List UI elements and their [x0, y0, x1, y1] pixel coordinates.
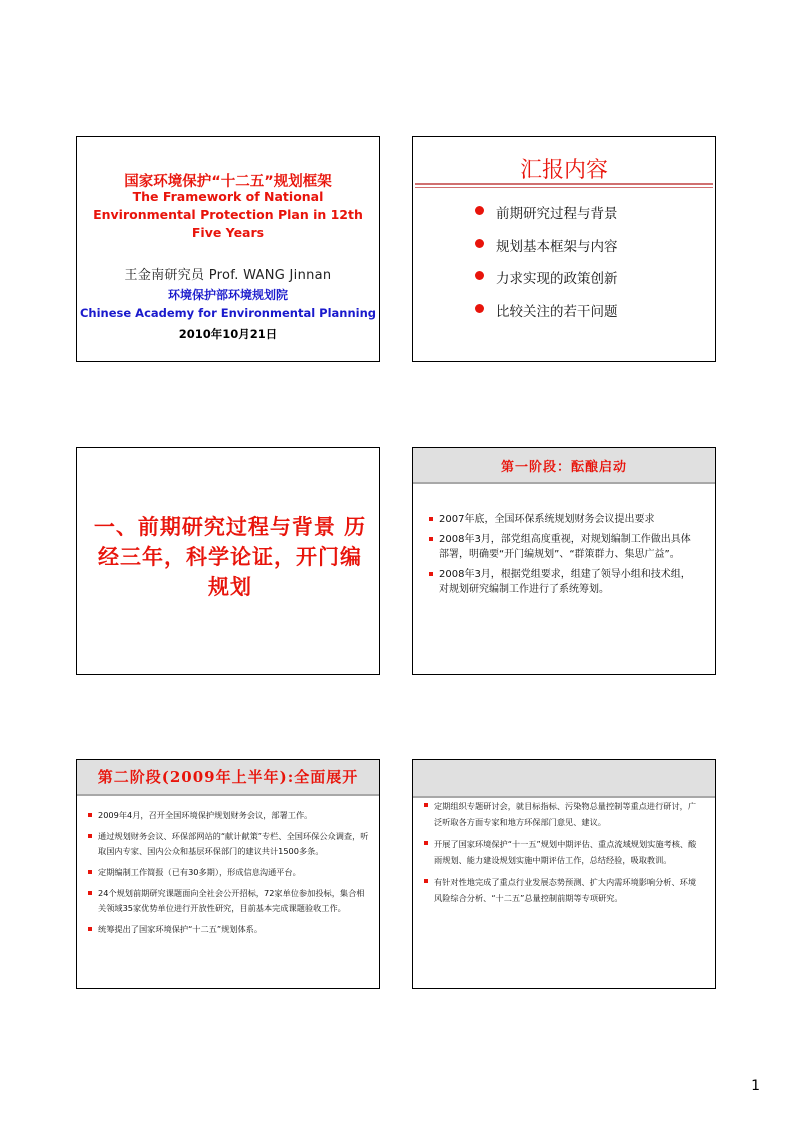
contents-item-label: 前期研究过程与背景 [496, 206, 618, 222]
contents-item [475, 235, 618, 268]
slide-header-bar [413, 448, 715, 484]
slide-header-bar [413, 760, 715, 798]
contents-item-label: 力求实现的政策创新 [496, 271, 618, 287]
organization-chinese: 环境保护部环境规划院 [167, 288, 288, 302]
slide-5-stage-two [76, 759, 380, 989]
contents-item [475, 300, 618, 333]
bullet-item: 通过规划财务会议、环保部网站的“献计献策”专栏、全国环保公众调查，听取国内专家、国内公众和基层环保部门的建议共计1500多条。 [88, 829, 369, 859]
title-english: The Framework of National Environmental Protection Plan in 12th Five Years [93, 189, 363, 240]
bullet-dot-icon [475, 206, 484, 215]
contents-title: 汇报内容 [519, 158, 608, 183]
bullet-item: 2008年3月，根据党组要求，组建了领导小组和技术组，对规划研究编制工作进行了系统筹划。 [429, 567, 697, 598]
slide-2-contents [412, 136, 716, 362]
title-chinese: 国家环境保护“十二五”规划框架 [124, 174, 332, 190]
bullet-item: 2009年4月，召开全国环境保护规划财务会议，部署工作。 [88, 808, 369, 823]
bullet-list [424, 798, 701, 912]
slide-1-title [76, 136, 380, 362]
bullet-item: 2007年底，全国环保系统规划财务会议提出要求 [429, 512, 697, 528]
bullet-item: 2008年3月，部党组高度重视，对规划编制工作做出具体部署，明确要“开门编规划”、“群策群力、集思广益”。 [429, 532, 697, 563]
contents-item [475, 267, 618, 300]
date: 2010年10月21日 [178, 327, 278, 341]
contents-list [475, 202, 618, 332]
slide-3-section [76, 447, 380, 675]
slide-header-title: 第一阶段：酝酿启动 [500, 460, 627, 475]
section-heading: 一、前期研究过程与背景 历经三年，科学论证，开门编规划 [93, 514, 367, 599]
page-number: 1 [751, 1078, 760, 1094]
bullet-list [429, 512, 697, 602]
bullet-item: 统筹提出了国家环境保护“十二五”规划体系。 [88, 922, 369, 937]
bullet-dot-icon [475, 239, 484, 248]
bullet-item: 24个规划前期研究课题面向全社会公开招标，72家单位参加投标，集合相关领域35家优势单位进行开放性研究，目前基本完成课题验收工作。 [88, 886, 369, 916]
bullet-dot-icon [475, 304, 484, 313]
organization-english: Chinese Academy for Environmental Planning [79, 306, 377, 320]
bullet-item: 定期组织专题研讨会，就目标指标、污染物总量控制等重点进行研讨，广泛听取各方面专家和地方环保部门意见、建议。 [424, 798, 701, 830]
contents-item-label: 规划基本框架与内容 [496, 238, 618, 255]
bullet-dot-icon [475, 271, 484, 280]
slide-6-stage-two-continued [412, 759, 716, 989]
slide-4-stage-one [412, 447, 716, 675]
title-rule [415, 183, 713, 185]
contents-item [475, 202, 618, 235]
title-rule-thin [415, 187, 713, 188]
contents-item-label: 比较关注的若干问题 [496, 303, 618, 320]
bullet-item: 定期编制工作简报（已有30多期），形成信息沟通平台。 [88, 865, 369, 880]
slide-header-title: 第二阶段(2009年上半年):全面展开 [97, 768, 359, 786]
bullet-list [88, 808, 369, 943]
slide-header-bar [77, 760, 379, 796]
author: 王金南研究员 Prof. WANG Jinnan [124, 268, 332, 283]
bullet-item: 开展了国家环境保护“十一五”规划中期评估、重点流域规划实施考核、酸雨规划、能力建设规划实施中期评估工作，总结经验，吸取教训。 [424, 836, 701, 868]
bullet-item: 有针对性地完成了重点行业发展态势预测、扩大内需环境影响分析、环境风险综合分析、“十二五”总量控制前期等专项研究。 [424, 874, 701, 906]
